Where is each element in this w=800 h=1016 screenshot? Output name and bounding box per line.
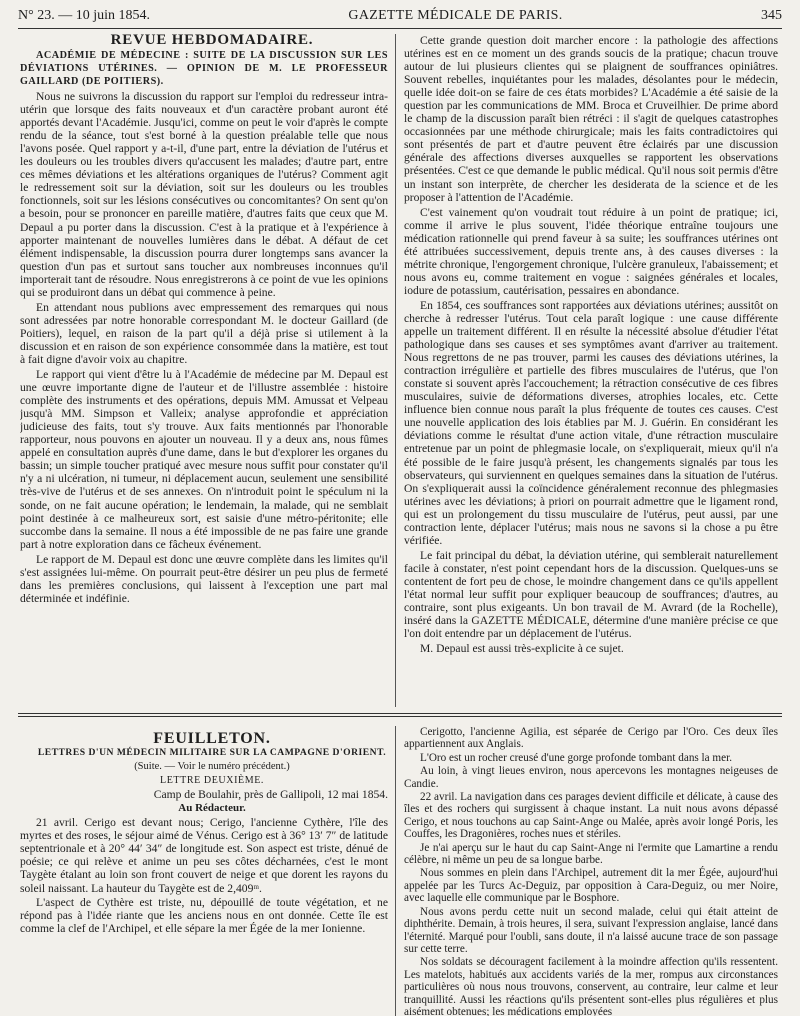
feuilleton-left-column	[20, 732, 388, 1016]
feuilleton-title: FEUILLETON.	[153, 732, 271, 747]
feuilleton-paragraph: 22 avril. La navigation dans ces parages devient difficile et délicate, à cause des îles et des rochers qui surgissent à chaque instant. La nuit nous avons dépassé Cerigo, et nous touchons au cap Saint-Ange ou Malée, après avoir longé Poris, les Couffes, les Dragonières, roches nues et stériles.	[404, 791, 778, 841]
feuilleton-paragraph: L'Oro est un rocher creusé d'une gorge profonde tombant dans la mer.	[420, 751, 733, 764]
revue-paragraph: En attendant nous publions avec empressement des remarques qui nous sont adressées par notre honorable correspondant M. le docteur Gaillard (de Poitiers), lequel, en raison de la part qu'il a déjà prise si utilement à la discussion et en raison de son expérience consommée dans la matière, est tout à fait digne d'avoir voix au chapitre.	[20, 300, 388, 366]
revue-paragraph: Le fait principal du débat, la déviation utérine, qui semblerait naturellement facile à constater, n'est point cependant hors de la discussion. Quelques-uns se contentent de fort peu de chose, le moindre changement dans ce qu'ils appellent l'état normal leur suffit pour expliquer beaucoup de souffrances; d'autres, au contraire, sont plus exigeants. Un bon travail de M. Avrard (de la Rochelle), inséré dans la GAZETTE MÉDICALE, détermine d'une manière précise ce que l'on doit entendre par un déplacement de l'utérus.	[404, 548, 778, 641]
revue-paragraph: M. Depaul est aussi très-explicite à ce sujet.	[420, 642, 624, 656]
revue-paragraph: Le rapport qui vient d'être lu à l'Académie de médecine par M. Depaul est une œuvre importante digne de l'auteur et de l'illustre assemblée : histoire complète des instruments et des opérations, depuis MM. Amussat et Velpeau jusqu'à MM. Simpson et Valleix; analyse approfondie et appréciation judicieuse des faits, tout s'y trouve. Aux faits mentionnés par l'honorable rapporteur, nous pouvons en ajouter un nouveau. Il y a deux ans, nous fûmes appelé en consultation auprès d'une dame, dans le but d'explorer les organes du bassin; un simple toucher pratiqué avec mesure nous suffit pour constater qu'il n'y a ni ulcération, ni tumeur, ni déplacement aucun, seulement une sensibilité très-vive de l'utérus et de ses annexes. On n'introduit point le spéculum ni la sonde, on ne fait aucune opération; le lendemain, la malade, qui ne semblait point destinée à ce malheureux sort, est saisie d'une métro-péritonite; elle succombe dans la semaine. Il nous a été impossible de ne pas faire une grande part à notre exploration dans ce fâcheux événement.	[20, 368, 388, 551]
feuilleton-paragraph: Je n'ai aperçu sur le haut du cap Saint-Ange ni l'ermite que Lamartine a rendu célèbre, ni même un peu de sa longue barbe.	[404, 841, 778, 867]
revue-paragraph: Nous ne suivrons la discussion du rapport sur l'emploi du redresseur intra-utérin que lorsque des faits nouveaux et d'un caractère probant auront été apportés devant l'Académie. Jusqu'ici, comme on peut le voir d'après le compte rendu de la séance, tout s'est borné à la question préalable telle que nous l'avons posée. Quel rapport y a-t-il, d'une part, entre la déviation de l'utérus et les douleurs ou les troubles divers qu'accusent les malades; d'autre part, entre ces mêmes déviations et les altérations organiques de l'utérus? Comment agit le redressement soit sur la déviation, soit sur les douleurs ou les troubles fonctionnels, soit sur les lésions consécutives ou concomitantes? On sent qu'on a besoin, pour se prononcer en pareille matière, d'autres faits que ceux que M. Depaul a pu porter dans la discussion. C'est à la pratique et à l'expérience à apporter maintenant de nouvelles lumières dans le débat. A défaut de cet élément indispensable, la discussion pourra durer longtemps sans avancer la question d'un pas et surtout sans toucher aux nombreuses inconnues qu'il importerait tant de résoudre. Nous enregistrerons à ce point de vue les opinions qui se produiront dans un débat qui commence à peine.	[20, 90, 388, 299]
feuilleton-column-divider	[395, 726, 396, 1016]
page-header	[18, 8, 782, 29]
suite-note: (Suite. — Voir le numéro précédent.)	[134, 761, 290, 773]
page-number: 345	[760, 8, 782, 23]
feuilleton-paragraph: Au loin, à vingt lieues environ, nous apercevons les montagnes neigeuses de Candie.	[404, 765, 778, 790]
revue-paragraph: En 1854, ces souffrances sont rapportées aux déviations utérines; aussitôt on cherche à redresser l'utérus. Tout cela paraît logique : une cause différente appelle un traitement différent. Il en résulte la nécessité absolue d'étudier l'état pathologique dans ses causes et ses symptômes avant d'arriver au traitement. Nous regrettons de ne pas trouver, parmi les causes des déviations utérines, la contraction irrégulière et partielle des fibres musculaires de l'utérus, que l'on constate si souvent après l'accouchement; la rétraction consécutive de ces fibres musculaires, suivie de déformations diverses, atrophies locales, etc. Cette influence bien connue nous paraît la plus fréquente de toutes ces causes. C'est une nouvelle application des lois établies par M. J. Guérin. En considérant les déviations comme le résultat d'une action vitale, d'une rétraction musculaire entretenue par un point de phlegmasie locale, on s'expliquerait, mieux qu'il n'a été possible de le faire jusqu'à présent, les changements signalés par tous les observateurs, qui surviennent en quelques semaines dans la situation de l'utérus. On s'expliquerait aussi la coïncidence généralement reconnue des phlegmasies utérines avec les déviations; à priori on pourrait admettre que le ligament rond, qui est un prolongement du tissu musculaire de l'utérus, peut aussi, par une contraction lente, déplacer l'utérus; mais nous ne savons si la chose a pu être vérifiée.	[404, 298, 778, 547]
feuilleton-paragraph: Nous avons perdu cette nuit un second malade, celui qui était atteint de diphthérite. Demain, à trois heures, il sera, suivant l'expression anglaise, lancé dans l'éternité. Marqué pour l'oubli, sans doute, il n'a laissé aucune trace de son passage sur cette terre.	[404, 905, 778, 955]
feuilleton-paragraph: Cerigotto, l'ancienne Agilia, est séparée de Cerigo par l'Oro. Ces deux îles appartiennent aux Anglais.	[404, 726, 778, 751]
camp-dateline: Camp de Boulahir, près de Gallipoli, 12 mai 1854.	[153, 788, 388, 802]
issue-number: N° 23. — 10 juin 1854.	[18, 8, 150, 23]
revue-right-column	[404, 34, 778, 707]
revue-paragraph: Le rapport de M. Depaul est donc une œuvre complète dans les limites qu'il s'est assignées lui-même. On pourrait peut-être désirer un peu plus de fermeté dans les premières conclusions, qui laissent à l'exception une part mal déterminée et indéfinie.	[20, 552, 388, 605]
lettre-heading: LETTRE DEUXIÈME.	[159, 775, 265, 787]
feuilleton-paragraph: Nos soldats se découragent facilement à la moindre affection qu'ils ressentent. Les matelots, habitués aux accidents variés de la mer, rompus aux circonstances particulières où nous nous trouvons, conservent, au contraire, leur calme et leur tranquillité. Aussi les réactions qu'ils présentent sont-elles plus régulières et plus aisément obtenues; les médications employées	[404, 956, 778, 1016]
feuilleton-divider	[18, 713, 782, 717]
revue-paragraph: C'est vainement qu'on voudrait tout réduire à un point de pratique; ici, comme il arrive le plus souvent, l'idée théorique entraîne toujours une médication rationnelle qui prend faveur à sa suite; les souffrances utérines ont été attribuées successivement, depuis trente ans, à des causes diverses : la métrite chronique, l'engorgement chronique, l'ulcère granuleux, l'abaissement; et nous avons eu, comme traitement en vogue : saignées générales et locales, iodure de potassium, cautérisation, pessaires en abondance.	[404, 205, 778, 297]
feuilleton-paragraph: Nous sommes en plein dans l'Archipel, autrement dit la mer Égée, aujourd'hui appelée par les Turcs Ac-Deguiz, par opposition à Cara-Deguiz, ou mer Noire, avec laquelle elle communique par le Bosphore.	[404, 867, 778, 905]
lettres-heading: LETTRES D'UN MÉDECIN MILITAIRE SUR LA CAMPAGNE D'ORIENT.	[37, 747, 387, 759]
redacteur-heading: Au Rédacteur.	[178, 802, 246, 815]
academy-heading: ACADÉMIE DE MÉDECINE : SUITE DE LA DISCUSSION SUR LES DÉVIATIONS UTÉRINES. — OPINION DE M. LE PROFESSEUR GAILLARD (DE POITIERS).	[20, 50, 388, 88]
feuilleton-paragraph: 21 avril. Cerigo est devant nous; Cerigo, l'ancienne Cythère, l'île des myrtes et des roses, le séjour aimé de Vénus. Cerigo est à 36° 13′ 7″ de latitude septentrionale et à 20° 44′ 34″ de longitude est. Son aspect est triste, dénué de poésie; ce qui relève et anime un peu ses côtes décharnées, c'est le mont Taygète étalant au loin son front couvert de neige et que dorent les rayons du soleil naissant. La hauteur du Taygète est de 2,409ᵐ.	[20, 816, 388, 895]
column-divider	[395, 34, 396, 707]
revue-paragraph: Cette grande question doit marcher encore : la pathologie des affections utérines est en ce moment un des grands soucis de la pratique; chacun trouve autour de lui plusieurs clientes qui se plaignent de souffrances opiniâtres. Souvent rebelles, inquiétantes pour les malades, désolantes pour le médecin, quelle idée doit-on se faire de ces états morbides? L'Académie a été saisie de la question par les communications de MM. Broca et Cruveilhier. De prime abord le champ de la discussion paraît bien rétréci : il s'agit de quelques catastrophes occasionnées par une méthode chirurgicale; mais les faits contradictoires qui sont présentés de part et d'autre peuvent être éclairés par une discussion générale des affections diverses auxquelles se rapportent les observations présentées. C'est ce que demande le public médical. Qu'il nous soit permis d'être un instant son interprète, de chercher les desiderata de la science et de les proposer à l'attention de l'Académie.	[404, 34, 778, 204]
newspaper-title: GAZETTE MÉDICALE DE PARIS.	[348, 8, 563, 23]
feuilleton-paragraph: L'aspect de Cythère est triste, nu, dépouillé de toute végétation, et ne répond pas à l'idée riante que les anciens nous en ont donnée. Cette île est comme la clef de l'Archipel, et elle sépare la mer Égée de la mer Ionienne.	[20, 895, 388, 935]
revue-title: REVUE HEBDOMADAIRE.	[110, 34, 314, 48]
feuilleton-right-column	[404, 726, 778, 1016]
revue-left-column	[20, 34, 388, 707]
